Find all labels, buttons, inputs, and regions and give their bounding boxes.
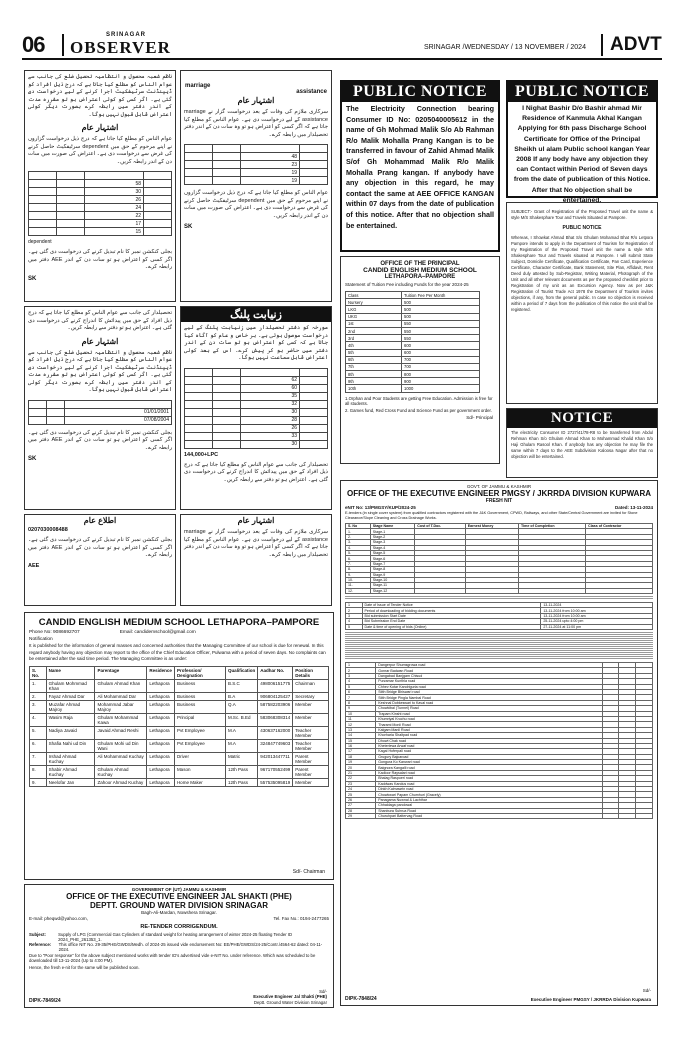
table-row: 23 Kaddwas Kandus road [346,781,653,786]
col-fee: Tuition Fee Per Month [402,292,480,299]
table-row: 14 Khorharia Shaltpad road [346,733,653,738]
urdu-table: 62 60 35 32 30 28 26 33 30 [184,368,328,449]
table-row: 5 Chhev Kotar Kandriguria road [346,684,653,689]
fee-note-2: 2. Games fund, Red Cross Fund and Science Fund as per government order. [345,407,492,413]
sk-tag: SK [28,456,37,462]
table-row: 2. Fayaz Ahmad Dar Ali Mohammad Dar Lethapora Business B.A 906804125427 Secretary [30,692,329,700]
table-row: 6. Stage-6 [346,556,653,561]
corrigendum-body: Due to "Poor response" for the above subject mentioned works with tender ID's advertised vide e-NIT No. under reference. Which was scheduled to be downloaded till 13-11-2024 (Up to 4:00 PM). [29,953,316,963]
urdu-text: بجلی کنکشن نمبر کا نام تبدیل کرنے کی درخواست دی گئی ہے۔ اگر کسی کو اعتراض ہو تو سات دن کے اندر AEE دفتر میں رابطہ کرے۔ [28,537,173,558]
table-row: 4 Bid Submission End Date 25-11-2024 upto 4:00 pm [346,619,653,624]
dependent-word: dependent [28,239,52,245]
urdu-text: بجلی کنکشن نمبر کا نام تبدیل کرنے کی درخواست دی گئی ہے۔ اگر کسی کو اعتراض ہو تو سات دن کے اندر AEE دفتر میں رابطہ کرے۔ [28,429,173,451]
works-table [345,662,653,819]
table-row: 10 Trapam Kinsht road [346,711,653,716]
table-row: 8. Shabir Ahmad Kuchay Ghulam Ahmad Kuchay Lethapora Mason 12th Pass 967170552499 Parent Member [30,765,329,778]
table-row: 3rd 550 [346,335,480,342]
table-row: 1. Stage-1 [346,529,653,534]
table-row: 2. Stage-2 [346,534,653,539]
table-row: 25 Chowkwari Papam Chumhuri (Gracely) [346,792,653,797]
chairman-sign: Sd/- Chairman [292,869,325,875]
sk-tag: SK [28,275,37,282]
urdu-text: مورخہ کو دفتر تحصیلدار میں زنیابت پلنگ کے لیے درخواست موصول ہوئی ہے۔ ہر خاص و عام کو آگاہ کیا جاتا ہے کہ کسی کو اعتراض ہو تو سات دن کے اندر دفتر میں حاضر ہو کر پیش کرے۔ اس کے بعد کوئی اعتراض قابل سماعت نہیں ہوگا۔ [184,325,328,361]
dipk-number: DIPK-7848/24 [345,996,377,1002]
nit-date: Dated: 13-11-2024 [614,505,653,510]
table-row: 7. Irshad Ahmad Kuchay Ali Mohammad Kuchay Lethapora Driver Matric 942013447711 Parent Member [30,752,329,765]
phe-corrigendum: GOVERNMENT OF (UT) JAMMU & KASHMIR OFFICE OF THE EXECUTIVE ENGINEER JAL SHAKTI (PHE) DEPTT. GROUND WATER DIVISION SRINAGAR Bagh-Ali-Mardan, Nowshera Srinagar. E-mail: pheqwd@yahoo.com, Tel. Fax No.: 0194-2477265 RE-TENDER CORRIGENDUM. Subject: Supply of LPG (Commercial Gas Cylinders of standard weight for heating arrangement of winter 2024-25 floating Tender ID 2024_PHE_261353_1. Reference: This office NIT No. 29-35/PHE/GWDS/Medh. of 2024-25 issued vide endorsement No: EE/PHE/GWDS/24-25/Contr./4564-62 dated: 04-11-2024. Due to "Poor response" for the above subject mentioned works with tender ID's advertised vide e-NIT No. under reference. Which was scheduled to be downloaded till 13-11-2024 (Up to 4:00 PM). Hence, the fresh e-nit for the same will be published soon. DIPK-7849/24 Sd/- Executive Engineer Jal Shakti (PHE) Deptt. Ground Water Division Srinagar [24,884,334,1008]
table-row: 19 Gongura Ko Kanwari road [346,760,653,765]
travel-body: Whereas, I Showkat Ahmad Bhat S/o Ghulam Mohamad Bhat R/o Letpora Pampore intends to apply in the Department of Tourism for Registration of my Registration of the Proposed Travel unit the name & style M/S Shakesphare Tour and Travels situated at Pampore. I will submit State Subject, Domicile Certificate, Qualification Certificate, Pan Card, Experience Certificate, Character Certificate, Bank Statement, Site Plan, Affidavit, Rent Deed duly attested by Sub-Registrar, Writing Material, Photograph of the Unit and all other relevant documents as per the proposed checklist prior to Registration of my unit as an Excursion Agency. Now as per J&K Registration of Tourist Trade Act 1978 the Department of Tourism invites objections, if any, from the general public. In case no objection is received within a period of 7 days from the publication of this notice the unit shall be registered. [511,235,653,312]
table-row: 29 Churuhpari Battervag Road [346,813,653,818]
table-row: 20 Baignora Kangalli road [346,765,653,770]
paper-name: OBSERVER [70,38,171,57]
schedule-table [345,602,653,630]
table-row: 3 Dangabad Banjgam Chisud [346,673,653,678]
table-row: 5. Stage-5 [346,550,653,555]
office-title: OFFICE OF THE EXECUTIVE ENGINEER PMGSY / JKRRDA DIVISION KUPWARA [346,489,652,498]
school-title: CANDID ENGLISH MEDIUM SCHOOL LETHAPORA–PAMPORE [38,617,320,628]
urdu-heading: اشتہار عام [81,336,119,346]
sign: Sd/- [319,988,327,994]
school-fee-notice [340,256,500,464]
page-number: 06 [22,32,45,57]
table-row: 11 Khumriyal Kruchu road [346,716,653,721]
lpc-amount: 144,000+LPC [184,451,219,458]
notice-title: NOTICE [507,409,657,428]
table-row: 9 Chowkibal (Tunnel) Road [346,706,653,711]
col-class: Class [346,292,402,299]
notice-title: PUBLIC NOTICE [342,82,498,102]
sign: Sd/- [642,988,651,993]
paper-city: SRINAGAR [106,32,147,38]
notice-body: I Nighat Bashir D/o Bashir ahmad Mir Residence of Kanmula Akhal Kangan Applying for 6th pass Discharge School Certificate for Office of the Principal Sheikh ul alam Public school kangan Year 2008 If any body have any objection they can Contact within Period of Seven days from the date of publication of this Notice. After that No objection shall be entertained. [513,105,651,204]
office-address: Bagh-Ali-Mardan, Nowshera Srinagar. [141,910,217,915]
table-row: 3 Bid submission Start Date 13-11-2024 from 10:00 am [346,613,653,618]
travel-subject: SUBJECT:- Grant of Registration of the Proposed Travel unit the name & style M/S Shakesphare Tour and Travels Situated at Pampore. [511,209,653,220]
date-line: SRINAGAR /WEDNESDAY / 13 NOVEMBER / 2024 [424,44,586,51]
table-row: 8 Keshnal Dobkeswari to Kaval road [346,700,653,705]
public-notice-electricity [340,80,500,252]
school-location: LETHAPORA–PAMPORE [384,274,456,280]
table-row: 5th 600 [346,349,480,356]
table-row: 4. Stage-4 [346,545,653,550]
govt-line: GOVERNMENT OF (UT) JAMMU & KASHMIR [131,887,227,892]
table-row: 8th 800 [346,371,480,378]
table-row: 7 Stith Bridge Pingla Nambal Road [346,695,653,700]
committee-table: S. No. Name Parentage Residence Profession/ Designation Qualification Aadhar No. Position Details 1. Ghulam Mohmmad Khan Ghulam Ahmad Khan Lethapora Business B.S.C 498006151775 Chairman 2. Fayaz Ahmad Dar Ali Mohammad Dar Lethapora Business B.A 906804125427 Secretary 3. Muzafar Ahmad Majroy Mohammad Jabar Majroy Lethapora Business Q.A 587582203906 Member 4. Wasim Raja Ghulam Mohammad Kawa Lethapora Principal M.Sc. B.Ed 583068308314 Member 5. Nadiya Javaid Javaid Ahmad Reshi Lethapora Pvt Employee M.A 430637162000 Teacher Member 6. Shafia Nahi ud Din Ghulam Mohi ud Din Wani Lethapora Pvt Employee M.A 324847749603 Teacher Member 7. Irshad Ahmad Kuchay Ali Mohammad Kuchay Lethapora Driver Matric 942013447711 Parent Member 8. Shabir Ahmad Kuchay Ghulam Ahmad Kuchay Lethapora Mason 12th Pass 967170552499 Parent Member 9. Neelofar Jan Zahoor Ahmad Kuchay Lethapora Home Maker 12th Pass 557535095819 Member [29,666,329,787]
urdu-text: تحصیلدار کی جانب سے عوام الناس کو مطلع کیا جاتا ہے کہ درج ذیل افراد کے حق میں پیدائش کا اندراج کرنے کی درخواست دی گئی ہے۔ اعتراض ہو تو دفتر سے رابطہ کریں۔ [28,310,172,331]
table-row: 18 Grugury Bajcaroad [346,754,653,759]
public-notice-certificate [506,80,658,204]
urdu-text: بجلی کنکشن نمبر کا نام تبدیل کرنے کی درخواست دی گئی ہے۔ اگر کسی کو اعتراض ہو تو سات دن کے اندر AEE دفتر میں رابطہ کرے۔ [28,249,173,270]
table-row: 3. Stage-3 [346,540,653,545]
urdu-text: عوام الناس کو مطلع کیا جاتا ہے کہ درج ذیل درخواست گزاروں نے اپنے مرحوم کے حق میں dependent سرٹیفکیٹ حاصل کرنے کی غرض سے درخواست دی ہے۔ اعتراض کی صورت میں سات دن کے اندر رابطہ کریں۔ [28,136,172,165]
table-row: 10. Stage-10 [346,577,653,582]
dob-2: 07/08/2004 [64,416,171,424]
table-row: 26 Panagama Nuwnal & Lachthar [346,797,653,802]
table-row: LKG 500 [346,306,480,313]
table-row: 11. Stage-11 [346,583,653,588]
table-row: 6th 700 [346,356,480,363]
nit-number: eNIT No: 13/PMGSY/KUP/2024-25 [345,505,416,510]
tender-type: FRESH NIT [485,498,513,504]
table-row: 21 Kadloor Raysalari road [346,770,653,775]
principal-sign: Sd/- Principal [466,414,493,420]
table-row: 2 Period of downloading of bidding documents 13-11-2024 from 10:00 am [346,608,653,613]
table-row: 4. Wasim Raja Ghulam Mohammad Kawa Lethapora Principal M.Sc. B.Ed 583068308314 Member [30,713,329,726]
page-header [22,32,662,60]
urdu-text: سرکاری ملازم کی وفات کے بعد درخواست گزار نے marriage assistance کے لیے درخواست دی ہے۔ عوام الناس کو مطلع کیا جاتا ہے کہ اگر کسی کو اعتراض ہو تو وہ سات دن کے اندر دفتر تحصیلدار میں رابطہ کرے۔ [184,109,328,138]
table-row: 9th 900 [346,378,480,385]
table-row: 9. Neelofar Jan Zahoor Ahmad Kuchay Lethapora Home Maker 12th Pass 557535095819 Member [30,778,329,786]
govt-line: GOVT. OF JAMMU & KASHMIR [466,484,532,489]
aee-word: AEE [28,562,40,569]
table-row: 7th 700 [346,363,480,370]
header-divider [62,34,64,56]
urdu-text: عوام الناس کو مطلع کیا جاتا ہے کہ درج ذیل درخواست گزاروں نے اپنے مرحوم کے حق میں dependent سرٹیفکیٹ حاصل کرنے کی غرض سے درخواست دی ہے۔ اعتراض کی صورت میں سات دن کے اندر رابطہ کریں۔ [184,190,328,219]
table-row: 5 Date & time of opening of bids (Online) 27-11-2024 at 11:00 pm [346,624,653,629]
urdu-table: 58 30 26 24 22 17 15 [28,171,172,236]
urdu-heading: اشتہار عام [237,516,275,525]
signatory: Executive Engineer Jal Shakti (PHE) [253,994,327,999]
fee-note-1: 1.Orphan and Poor Students are getting Free Education. Admission is free for all students. [345,395,493,406]
table-row: 2 Gonrar Badwan Road [346,668,653,673]
sk-tag: SK [184,224,193,230]
assistance-word: assistance [296,89,327,95]
fine-print [345,596,653,600]
pmgsy-tender-notice [340,480,658,1006]
managing-committee-notice [24,612,334,880]
urdu-heading: زنیابت پلنگ [181,307,331,322]
urdu-text: ناظم شعبہ محصول و انتظامیہ تحصیل ضلع کی جانب سے عوام الناس کو مطلع کیا جاتا ہے کہ درج ذیل افراد کو ڈیپنڈنٹ سرٹیفکیٹ اجرا کرنے کے لیے درخواست دی گئی ہے۔ اگر کسی کو کوئی اعتراض ہو تو مقررہ مدت کے اندر دفتر میں رابطہ کرے بصورت دیگر کوئی اعتراض قابل قبول نہیں ہوگا۔ [28,349,172,393]
table-row: 8. Stage-8 [346,567,653,572]
urdu-text: ناظم شعبہ محصول و انتظامیہ تحصیل ضلع کی جانب سے عوام الناس کو مطلع کیا جاتا ہے کہ درج ذیل افراد کو ڈیپنڈنٹ سرٹیفکیٹ اجرا کرنے کے لیے درخواست دی گئی ہے۔ اگر کسی کو کوئی اعتراض ہو تو مقررہ مدت کے اندر دفتر میں رابطہ کرے بصورت دیگر کوئی اعتراض قابل قبول نہیں ہوگا۔ [28,74,172,118]
school-name: CANDID ENGLISH MEDIUM SCHOOL [363,267,477,274]
table-row: 3. Muzafar Ahmad Majroy Mohammad Jabar Majroy Lethapora Business Q.A 587582203906 Member [30,700,329,713]
table-row: 2nd 550 [346,327,480,334]
table-row: 1st 550 [346,320,480,327]
office-line-2: DEPTT. GROUND WATER DIVISION SRINAGAR [89,901,269,910]
office-email: E-mail: pheqwd@yahoo.com, [29,916,88,921]
table-row: 4 Purzamar Kunthla road [346,679,653,684]
urdu-notice-6 [180,514,332,606]
signatory: Executive Engineer PMGSY / JKRRDA Division Kupwara [530,997,651,1002]
consumer-no: 0207030008488 [28,527,68,533]
table-row: 12 Tharami Monli Road [346,722,653,727]
office-line-1: OFFICE OF THE EXECUTIVE ENGINEER JAL SHAKTI (PHE) [66,892,292,901]
table-row: 16 Kheterlewa Arwaf road [346,743,653,748]
table-row: 1 Date of Issue of Tender Notice 13-11-2024 [346,603,653,608]
reference-text: This office NIT No. 29-35/PHE/GWDS/Medh. of 2024-25 issued vide endorsement No: EE/PHE/GWDS/24-25/Contr./4564-62 dated: 04-11-2024. [58,942,323,952]
table-row: 24 Dinkh Kalmawrin road [346,787,653,792]
table-row: 6. Shafia Nahi ud Din Ghulam Mohi ud Din Wani Lethapora Pvt Employee M.A 324847749603 Teacher Member [30,739,329,752]
urdu-notice-5 [24,514,176,606]
urdu-text: تحصیلدار کی جانب سے عوام الناس کو مطلع کیا جاتا ہے کہ درج ذیل افراد کے حق میں پیدائش کا اندراج کرنے کی درخواست دی گئی ہے۔ اعتراض ہو تو دفتر سے رابطہ کریں۔ [184,461,328,483]
table-row: 4th 600 [346,342,480,349]
signatory-office: Deptt. Ground Water Division Srinagar [253,999,327,1005]
table-row: 10th 1000 [346,385,480,392]
corrigendum-note: Hence, the fresh e-nit for the same will be published soon. [29,965,140,970]
urdu-table [28,400,172,425]
office-heading: OFFICE OF THE PRINCIPAL [380,261,460,267]
urdu-heading: اشتہار عام [81,123,119,132]
urdu-text: سرکاری ملازم کی وفات کے بعد درخواست گزار نے marriage assistance کے لیے درخواست دی ہے۔ عوام الناس کو مطلع کیا جاتا ہے کہ اگر کسی کو اعتراض ہو تو وہ سات دن کے اندر دفتر تحصیلدار میں رابطہ کرے۔ [184,529,328,558]
table-row: 13 Kalgam Manll Road [346,727,653,732]
urdu-notice-3 [24,306,176,510]
urdu-notice-2 [180,70,332,302]
table-row: Nursery 500 [346,299,480,306]
dipk-number: DIPK-7849/24 [29,998,61,1004]
subject-text: Supply of LPG (Commercial Gas Cylinders of standard weight for heating arrangement of winter 2024-25 floating Tender ID 2024_PHE_261353_1. [58,932,293,942]
notice-body: The electricity Consumer ID 2727/41/78-R8 to be transferred from Abdul Rehman Khan S/o Ghulam Ahmad Khan to Mohammad Khalid Khan S/o Haji Ghulam Rasool Khan. If anybody has any objection he may file the same within 7 days to the AEE Subdivision Kaloosa Nagar after that no objection will be entertained. [511,430,653,459]
notice-title: PUBLIC NOTICE [508,82,656,102]
travel-registration-notice [506,202,658,404]
section-label: ADVT [610,34,662,55]
urdu-heading: اطلاع عام [83,516,117,525]
table-row: 1 Dangerpur Shumsgrowa road [346,663,653,668]
urdu-notice-1 [24,70,176,302]
table-row: 28 Shanbura Suhrua Road [346,808,653,813]
table-row: 15 Dhowt Chak road [346,738,653,743]
table-row: 6 Stith Bridge Bhiswari road [346,689,653,694]
table-row: 12. Stage-12 [346,588,653,593]
urdu-table: 48 23 19 19 [184,144,328,185]
table-row: UKG 500 [346,313,480,320]
table-row: 1. Ghulam Mohmmad Khan Ghulam Ahmad Khan Lethapora Business B.S.C 498006151775 Chairman [30,679,329,692]
table-row: 5. Nadiya Javaid Javaid Ahmad Reshi Lethapora Pvt Employee M.A 430637162000 Teacher Member [30,726,329,739]
school-phone: Phone No: 9086692707 [29,630,80,635]
urdu-heading: اشتہار عام [237,96,275,105]
corrigendum-heading: RE-TENDER CORRIGENDUM. [140,924,218,930]
header-divider-right [601,34,603,56]
table-row: 27 Chhaldaga pandowal [346,803,653,808]
notice-transfer [506,408,658,478]
fee-intro: Statement of Tuition Fee including Funds for the year 2024-25 [345,282,469,287]
table-row: 22 Bhalag Raspueri road [346,776,653,781]
dob-1: 01/01/2001 [64,408,171,416]
travel-heading: PUBLIC NOTICE [562,225,602,231]
urdu-notice-4 [180,306,332,510]
marriage-word: marriage [185,83,211,89]
fee-table [345,291,480,393]
stages-table: S. No Stage Name Cost of T.Doc. Earnest Money Time of Completion Class of Contractor 1. Stage-1 2. Stage-2 3. Stage-3 4. Stage-4 5. Stage-5 6. Stage-6 7. Stage-7 8. Stage-8 9. Stage-9 10. Stage-10 11. Stage-11 12. Stage-12 [345,523,653,594]
notification-body: It is published for the information of general masses and concerned authorities that the Managing Committee of our school is due for renewal. In this regard anybody having any objection may report to the office of the Chief Education Officer, Pulwama with a period of seven days. No complaints can be entertained after the said time period. The Managing Committee is as under: [29,643,326,661]
school-email: Email: candidemschool@gmail.com [119,630,196,635]
table-row: 17 Kagal Hoferpali road [346,749,653,754]
notification-label: Notification [29,637,53,642]
fine-print [345,632,653,660]
office-tel: Tel. Fax No.: 0194-2477265 [273,916,329,921]
table-row: 7. Stage-7 [346,561,653,566]
table-row: 9. Stage-9 [346,572,653,577]
nit-intro: E-tenders (in single cover system) from qualified contractors registered with the J&K Government, CPWD, Railways, and other State/Central Government are invited for Stone Clearance/Slope Cleaning and Cross Drainage Works. [345,511,638,520]
notice-body: The Electricity Connection bearing Consumer ID No: 0205040005612 in the name of Gh Mohmad Malik S/o Ab Rahman R/o Malik Mohalla Prang Kangan is to be transferred in favour of Zahid Ahmad Malik S/of Gh Mohammad Malik R/o Malik Mohalla Prang kangan. If anybody have any objection in this regard, he may contact the same at AEE OFFICE KANGAN within 07 days from the date of publication of this notice. After that no objection shall be entertained. [346,104,494,230]
